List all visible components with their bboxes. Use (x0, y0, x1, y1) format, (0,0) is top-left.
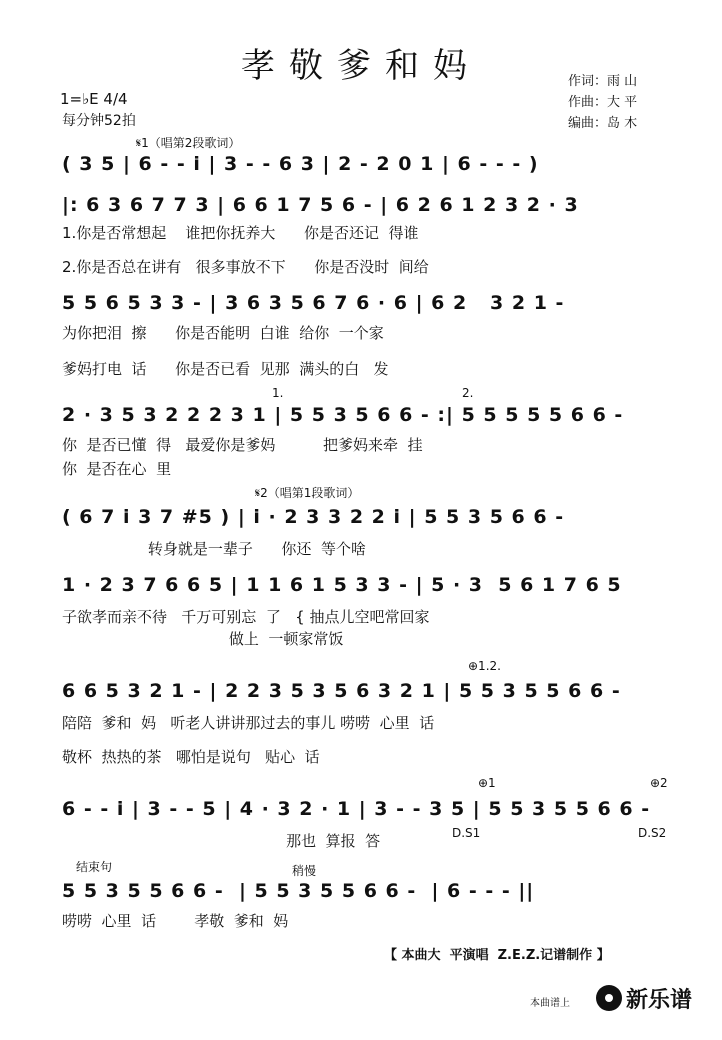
lyric-line-4b: 你 是否在心 里 (62, 460, 172, 478)
segno-1-mark: 𝄋1（唱第2段歌词） (136, 136, 241, 150)
lyric-line-8: 那也 算报 答 (62, 832, 381, 850)
composer-credit: 作曲：大 平 (568, 95, 638, 110)
lyric-line-7b: 敬杯 热热的茶 哪怕是说句 贴心 话 (62, 748, 320, 766)
notation-row-4: 2 · 3 5 3 2 2 2 3 1 | 5 5 3 5 6 6 - :| 5 5 5 5 5 6 6 - (62, 404, 624, 426)
coda-2-mark: ⊕2 (650, 776, 668, 790)
notation-row-1: ( 3 5 | 6 - - i | 3 - - 6 3 | 2 - 2 0 1 | 6 - - - ) (62, 153, 539, 175)
ds-2-mark: D.S2 (638, 826, 667, 840)
notation-row-9: 5 5 3 5 5 6 6 - | 5 5 3 5 5 6 6 - | 6 - - - || (62, 880, 535, 902)
volta-2-mark: 2. (462, 386, 474, 400)
key-signature: 1=♭E 4/4 (60, 90, 128, 108)
lyric-line-3a: 为你把泪 擦 你是否能明 白谁 给你 一个家 (62, 324, 384, 342)
segno-2-mark: 𝄋2（唱第1段歌词） (255, 486, 360, 500)
song-title: 孝敬爹和妈 (241, 46, 481, 86)
coda-1-2-mark: ⊕1.2. (468, 659, 501, 673)
lyric-line-3b: 爹妈打电 话 你是否已看 见那 满头的白 发 (62, 360, 389, 378)
volta-1-mark: 1. (272, 386, 284, 400)
notation-row-3: 5 5 6 5 3 3 - | 3 6 3 5 6 7 6 · 6 | 6 2 3 2 1 - (62, 292, 565, 314)
tempo-marking: 每分钟52拍 (62, 113, 136, 129)
notation-row-7: 6 6 5 3 2 1 - | 2 2 3 5 3 5 6 3 2 1 | 5 5 3 5 5 6 6 - (62, 680, 621, 702)
lyric-line-9: 唠唠 心里 话 孝敬 爹和 妈 (62, 912, 289, 930)
notation-row-5: ( 6 7 i 3 7 #5 ) | i · 2 3 3 2 2 i | 5 5 3 5 6 6 - (62, 506, 565, 528)
site-logo (596, 983, 714, 1013)
lyric-line-4a: 你 是否已懂 得 最爱你是爹妈 把爹妈来牵 挂 (62, 436, 423, 454)
lyric-line-2b: 2.你是否总在讲有 很多事放不下 你是否没时 间给 (62, 258, 429, 276)
slower-mark: 稍慢 (292, 864, 317, 878)
record-icon (596, 985, 622, 1011)
lyric-line-2a: 1.你是否常想起 谁把你抚养大 你是否还记 得谁 (62, 224, 419, 242)
arranger-credit: 编曲：岛 木 (568, 116, 638, 131)
notation-row-2: |: 6 3 6 7 7 3 | 6 6 1 7 5 6 - | 6 2 6 1 2 3 2 · 3 (62, 194, 579, 216)
lyric-line-7a: 陪陪 爹和 妈 听老人讲讲那过去的事儿 唠唠 心里 话 (62, 714, 435, 732)
ds-1-mark: D.S1 (452, 826, 481, 840)
notation-row-8: 6 - - i | 3 - - 5 | 4 · 3 2 · 1 | 3 - - 3 5 | 5 5 3 5 5 6 6 - (62, 798, 651, 820)
source-caption: 本曲谱上 (530, 998, 570, 1009)
coda-1-mark: ⊕1 (478, 776, 496, 790)
lyric-line-6a: 子欲孝而亲不待 千万可别忘 了 { 抽点儿空吧常回家 (62, 608, 430, 626)
lyric-line-5: 转身就是一辈子 你还 等个啥 (62, 540, 366, 558)
logo-text: 新乐谱 (626, 988, 693, 1013)
performance-credit: 【 本曲大 平演唱 Z.E.Z.记谱制作 】 (384, 948, 610, 963)
notation-row-6: 1 · 2 3 7 6 6 5 | 1 1 6 1 5 3 3 - | 5 · 3 5 6 1 7 6 5 (62, 574, 622, 596)
lyricist-credit: 作词：雨 山 (568, 74, 638, 89)
lyric-line-6b: 做上 一顿家常饭 (62, 630, 344, 648)
ending-phrase-mark: 结束句 (76, 860, 113, 874)
